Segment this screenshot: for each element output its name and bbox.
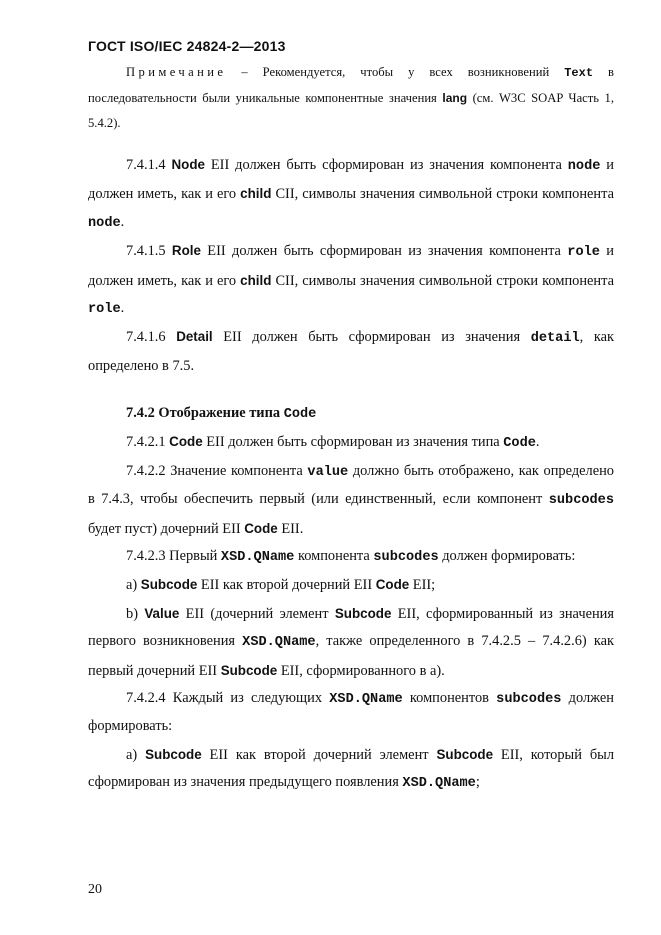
text: EII как второй дочерний EII [197,577,376,594]
section-title: 7.4.2 Отображение типа [126,405,284,421]
text: CII, символы значения символьной строки компонента [271,272,614,289]
term: child [240,272,272,288]
code-term: role [567,245,600,261]
term: Subcode [140,577,198,593]
standard-header: ГОСТ ISO/IEC 24824-2—2013 [88,38,286,54]
text: EII должен быть сформирован из значения компонента [204,157,568,173]
paragraph-7415 [88,237,614,323]
text: 7.4.2.4 Каждый из следующих [126,690,330,707]
paragraph-7421 [88,428,614,457]
body-section-742 [88,400,614,798]
code-term: node [567,159,601,174]
text: EII должен быть сформирован из значения компонента [200,243,568,260]
code-term: XSD.QName [329,692,403,708]
code-term: detail [530,331,580,347]
text: , также определенного в 7.4.2.5 – 7.4.2.6) как первый дочерний EII [88,633,614,679]
text: – Рекомендуется, чтобы у всех возникновений [226,65,565,79]
text: 7.4.2.2 Значение компонента [126,462,308,479]
code-lang: lang [442,91,468,105]
code-term: Code [503,436,536,452]
text: компонентов [402,690,497,707]
text: должен формировать: [438,548,576,565]
page-number: 20 [88,882,102,897]
text: CII, символы значения символьной строки компонента [271,186,614,203]
code-term: XSD.QName [402,776,476,792]
code-term: XSD.QName [220,550,295,566]
clause-number: 7.4.1.5 [126,243,172,260]
note-lead: Примечание [126,65,227,79]
text: EII, сформированного в а). [277,662,445,679]
paragraph-7423-a [88,571,614,599]
clause-number: 7.4.2.1 [126,434,170,451]
body-section-741 [88,151,614,380]
text: и должен иметь, как и его [88,243,614,289]
code-term: node [88,215,121,231]
code-term: subcodes [496,692,562,708]
term: Detail [176,329,213,345]
code-term: value [307,464,349,480]
code-term: role [88,302,121,318]
text: компонента [294,548,374,565]
text: должен формировать: [88,690,614,735]
text: в последовательности были уникальные компонентные значения [88,65,614,105]
text: 7.4.2.3 Первый [126,548,221,565]
text: . [120,300,125,317]
text: EII должен быть сформирован из значения [212,329,531,346]
text: а) [126,577,141,594]
term: child [240,186,272,202]
paragraph-7414 [88,151,614,237]
text: EII должен быть сформирован из значения типа [202,434,504,451]
term: Subcode [334,605,392,621]
note-paragraph [88,60,614,136]
term: Node [171,157,205,172]
text: а) [126,746,146,763]
text: ; [475,774,480,791]
term: Code [375,577,410,593]
clause-number: 7.4.1.4 [126,157,172,173]
code-term: Code [283,407,317,422]
text: b) [126,605,145,622]
code-term: subcodes [548,493,614,509]
text: должно быть отображено, как определено в 7.4.3, чтобы обеспечить первый (или единственный, если компонент [88,462,614,508]
text: . [120,213,125,230]
paragraph-7423-b [88,600,614,685]
text: (см. W3C SOAP Часть 1, 5.4.2). [88,91,614,130]
text: будет пуст) дочерний EII [88,520,245,537]
text: EII (дочерний элемент [179,605,335,622]
clause-number: 7.4.1.6 [126,329,177,346]
paragraph-7424 [88,685,614,741]
text: . [535,434,540,451]
term: Code [244,520,278,536]
term: Subcode [220,662,278,678]
term: Code [169,434,203,450]
text: EII. [277,520,304,537]
term: Subcode [436,746,494,762]
text: EII как второй дочерний элемент [201,746,437,763]
code-text: Text [564,66,594,80]
text: EII, сформированный из значения первого возникновения [88,605,614,650]
paragraph-7416 [88,323,614,380]
term: Subcode [145,746,202,762]
text: EII, который был сформирован из значения предыдущего появления [88,746,615,791]
section-heading-742 [88,400,614,428]
term: Role [171,243,201,259]
term: Value [144,605,180,621]
paragraph-7424-a [88,741,614,798]
text: , как определено в 7.5. [88,329,615,374]
code-term: XSD.QName [242,635,316,651]
code-term: subcodes [373,550,439,566]
text: и должен иметь, как и его [88,157,614,203]
paragraph-7422 [88,458,614,543]
paragraph-7423 [88,543,614,571]
text: EII; [409,577,436,594]
